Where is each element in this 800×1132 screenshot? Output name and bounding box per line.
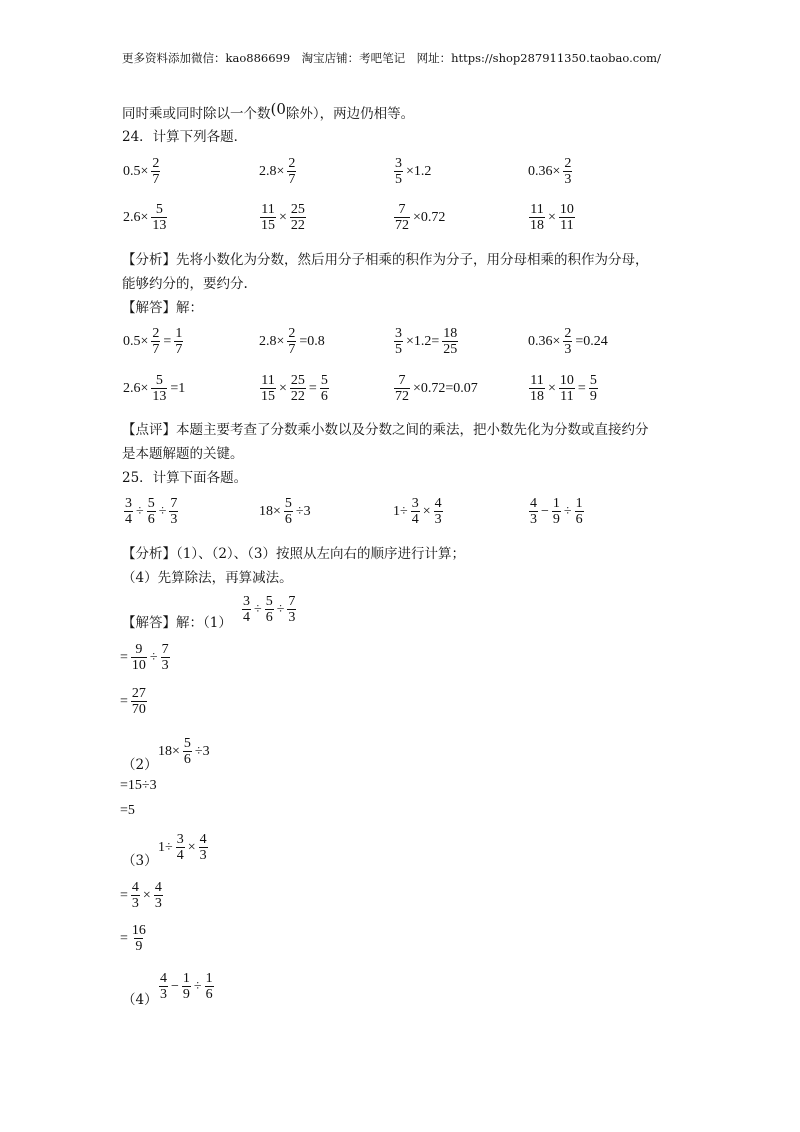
math-text: =0.24 bbox=[575, 333, 608, 349]
math-text: − bbox=[171, 978, 179, 994]
fraction bbox=[290, 373, 306, 404]
math-text: 18× bbox=[259, 503, 281, 519]
q25-problem-1 bbox=[122, 496, 180, 527]
math-text: 1÷ bbox=[393, 503, 408, 519]
fraction-denominator: 6 bbox=[575, 512, 583, 527]
math-text: 0.5× bbox=[123, 163, 149, 179]
fraction-denominator: 4 bbox=[176, 848, 184, 863]
fraction bbox=[394, 326, 403, 357]
fraction-denominator: 3 bbox=[564, 172, 572, 187]
math-text: 0.36× bbox=[528, 163, 561, 179]
fraction-denominator: 11 bbox=[560, 389, 574, 404]
continuation-text-b: 除外），两边仍相等。 bbox=[285, 106, 415, 122]
fraction bbox=[147, 496, 156, 527]
fraction bbox=[434, 496, 443, 527]
fraction-denominator: 9 bbox=[552, 512, 560, 527]
fraction bbox=[287, 594, 296, 625]
math-text: × bbox=[548, 380, 556, 396]
fraction-numerator: 5 bbox=[265, 594, 273, 609]
fraction bbox=[394, 373, 410, 404]
math-text: = bbox=[308, 380, 317, 396]
math-text: = bbox=[120, 693, 128, 709]
fraction-numerator: 3 bbox=[243, 594, 250, 609]
q25-answer-label: 【解答】解：（1） bbox=[122, 615, 232, 631]
fraction bbox=[575, 496, 584, 527]
q24-answer-7 bbox=[392, 373, 479, 404]
fraction-denominator: 5 bbox=[395, 342, 402, 357]
q24-comment-line-1: 【点评】本题主要考查了分数乘小数以及分数之间的乘法，把小数先化为分数或直接约分 bbox=[122, 422, 649, 438]
fraction bbox=[151, 373, 167, 404]
fraction bbox=[589, 373, 598, 404]
fraction bbox=[242, 594, 251, 625]
q25-problem-4 bbox=[527, 496, 586, 527]
fraction-numerator: 2 bbox=[152, 326, 160, 341]
fraction bbox=[205, 971, 214, 1002]
fraction-numerator: 3 bbox=[125, 496, 132, 511]
math-text: × bbox=[279, 380, 287, 396]
math-text: 2.6× bbox=[123, 380, 149, 396]
question-25-title: 25．计算下面各题。 bbox=[122, 470, 248, 486]
fraction-denominator: 6 bbox=[265, 610, 273, 625]
fraction bbox=[411, 496, 420, 527]
zero-exception: (0 bbox=[270, 100, 286, 118]
fraction-numerator: 7 bbox=[161, 642, 169, 657]
math-text: ÷3 bbox=[295, 503, 311, 519]
q24-problem-8 bbox=[527, 202, 577, 233]
fraction-denominator: 13 bbox=[152, 218, 167, 233]
q25-part2-step-1 bbox=[119, 778, 158, 794]
fraction-denominator: 3 bbox=[434, 512, 442, 527]
fraction-denominator: 3 bbox=[564, 342, 572, 357]
math-text: − bbox=[541, 503, 549, 519]
fraction-numerator: 11 bbox=[261, 202, 275, 217]
math-text: ÷ bbox=[193, 978, 202, 994]
fraction-numerator: 1 bbox=[575, 496, 583, 511]
fraction-denominator: 6 bbox=[147, 512, 155, 527]
math-text: = bbox=[163, 333, 172, 349]
fraction bbox=[287, 326, 296, 357]
fraction-numerator: 25 bbox=[290, 373, 305, 388]
fraction-numerator: 27 bbox=[131, 686, 146, 701]
fraction bbox=[442, 326, 458, 357]
fraction-numerator: 1 bbox=[182, 971, 190, 986]
fraction-numerator: 3 bbox=[395, 156, 402, 171]
continuation-line bbox=[122, 100, 415, 123]
q25-analysis-line-2: （4）先算除法，再算减法。 bbox=[122, 570, 293, 586]
fraction bbox=[563, 326, 572, 357]
fraction-denominator: 9 bbox=[182, 987, 190, 1002]
q24-problem-7 bbox=[392, 202, 446, 233]
fraction bbox=[131, 686, 147, 717]
fraction-numerator: 3 bbox=[176, 832, 184, 847]
math-text: ÷ bbox=[149, 649, 158, 665]
fraction-denominator: 3 bbox=[160, 987, 167, 1002]
fraction-numerator: 25 bbox=[290, 202, 305, 217]
fraction-numerator: 7 bbox=[170, 496, 178, 511]
math-text: 0.5× bbox=[123, 333, 149, 349]
math-text: 18× bbox=[158, 743, 180, 759]
math-text: ÷ bbox=[136, 503, 144, 519]
fraction bbox=[131, 923, 147, 954]
fraction-denominator: 22 bbox=[290, 389, 305, 404]
fraction-numerator: 11 bbox=[530, 373, 544, 388]
fraction-numerator: 7 bbox=[398, 202, 406, 217]
math-text: × bbox=[187, 839, 196, 855]
q24-answer-2 bbox=[258, 326, 326, 357]
q25-problem-2 bbox=[258, 496, 312, 527]
fraction bbox=[552, 496, 561, 527]
q25-part2-label: （2） bbox=[122, 757, 158, 773]
math-text: = bbox=[577, 380, 586, 396]
math-text: ÷ bbox=[563, 503, 572, 519]
fraction-numerator: 5 bbox=[155, 202, 163, 217]
fraction-numerator: 7 bbox=[398, 373, 406, 388]
fraction-denominator: 70 bbox=[131, 702, 146, 717]
q25-part1-step-1 bbox=[119, 642, 172, 673]
fraction-numerator: 10 bbox=[559, 202, 574, 217]
fraction-denominator: 6 bbox=[320, 389, 328, 404]
q24-analysis-line-1: 【分析】先将小数化为分数，然后用分子相乘的积作为分子，用分母相乘的积作为分母， bbox=[122, 252, 649, 268]
fraction-denominator: 9 bbox=[589, 389, 597, 404]
q24-answer-label: 【解答】解： bbox=[122, 300, 203, 316]
math-text: × bbox=[548, 209, 556, 225]
math-text: ×1.2 bbox=[406, 163, 432, 179]
fraction-denominator: 11 bbox=[560, 218, 574, 233]
fraction bbox=[131, 880, 140, 911]
fraction-denominator: 4 bbox=[243, 610, 250, 625]
fraction bbox=[154, 880, 163, 911]
fraction-numerator: 18 bbox=[443, 326, 458, 341]
continuation-text-a: 同时乘或同时除以一个数 bbox=[122, 106, 271, 122]
fraction bbox=[290, 202, 306, 233]
fraction-numerator: 4 bbox=[530, 496, 537, 511]
math-text: × bbox=[279, 209, 287, 225]
fraction-numerator: 5 bbox=[284, 496, 292, 511]
fraction bbox=[124, 496, 133, 527]
fraction-numerator: 4 bbox=[199, 832, 207, 847]
fraction-denominator: 3 bbox=[530, 512, 537, 527]
fraction bbox=[529, 373, 545, 404]
fraction-numerator: 9 bbox=[135, 642, 143, 657]
fraction-denominator: 4 bbox=[411, 512, 419, 527]
fraction-denominator: 7 bbox=[288, 172, 296, 187]
math-text: 1÷ bbox=[158, 839, 173, 855]
q24-problem-6 bbox=[258, 202, 308, 233]
fraction bbox=[169, 496, 178, 527]
fraction bbox=[559, 202, 575, 233]
q25-part3-expression bbox=[157, 832, 210, 863]
fraction-numerator: 4 bbox=[131, 880, 139, 895]
fraction-numerator: 2 bbox=[564, 156, 572, 171]
math-text: 0.36× bbox=[528, 333, 561, 349]
q25-part1-expression bbox=[240, 594, 298, 625]
fraction-numerator: 5 bbox=[147, 496, 155, 511]
q25-part4-expression bbox=[157, 971, 216, 1002]
fraction-denominator: 3 bbox=[131, 896, 139, 911]
fraction bbox=[260, 373, 276, 404]
fraction-denominator: 6 bbox=[205, 987, 213, 1002]
fraction bbox=[529, 202, 545, 233]
fraction bbox=[174, 326, 183, 357]
fraction-numerator: 2 bbox=[564, 326, 572, 341]
q25-part2-expression bbox=[157, 736, 211, 767]
fraction-denominator: 6 bbox=[183, 752, 191, 767]
fraction-numerator: 2 bbox=[152, 156, 160, 171]
fraction-numerator: 5 bbox=[155, 373, 163, 388]
fraction bbox=[151, 326, 160, 357]
fraction-numerator: 2 bbox=[288, 156, 296, 171]
q24-problem-3 bbox=[392, 156, 432, 187]
math-text: =1 bbox=[170, 380, 186, 396]
fraction-denominator: 3 bbox=[154, 896, 162, 911]
fraction-numerator: 10 bbox=[559, 373, 574, 388]
fraction bbox=[265, 594, 274, 625]
fraction-denominator: 9 bbox=[135, 939, 143, 954]
q24-answer-3 bbox=[392, 326, 460, 357]
fraction-numerator: 5 bbox=[183, 736, 191, 751]
fraction bbox=[199, 832, 208, 863]
fraction-denominator: 10 bbox=[131, 658, 146, 673]
fraction-denominator: 15 bbox=[261, 218, 275, 233]
fraction bbox=[183, 736, 192, 767]
fraction-denominator: 72 bbox=[395, 218, 409, 233]
math-text: ÷ bbox=[276, 601, 285, 617]
fraction bbox=[159, 971, 168, 1002]
fraction-numerator: 5 bbox=[320, 373, 328, 388]
page-header: 更多资料添加微信：kao886699 淘宝店铺：考吧笔记 网址：https://shop287911350.taobao.com/ bbox=[122, 51, 661, 65]
fraction-denominator: 25 bbox=[443, 342, 458, 357]
math-text: × bbox=[422, 503, 431, 519]
q24-problem-2 bbox=[258, 156, 298, 187]
fraction bbox=[394, 156, 403, 187]
q24-problem-1 bbox=[122, 156, 162, 187]
q24-answer-1 bbox=[122, 326, 185, 357]
fraction bbox=[320, 373, 329, 404]
q24-analysis-line-2: 能够约分的，要约分. bbox=[122, 276, 248, 292]
question-24-title: 24．计算下列各题． bbox=[122, 129, 248, 145]
q24-answer-4 bbox=[527, 326, 609, 357]
fraction-denominator: 22 bbox=[290, 218, 305, 233]
fraction bbox=[260, 202, 276, 233]
q24-problem-5 bbox=[122, 202, 169, 233]
math-text: 2.8× bbox=[259, 163, 285, 179]
fraction-denominator: 7 bbox=[175, 342, 183, 357]
fraction bbox=[394, 202, 410, 233]
q25-analysis-line-1: 【分析】（1）、（2）、（3）按照从左向右的顺序进行计算； bbox=[122, 546, 466, 562]
fraction-numerator: 4 bbox=[154, 880, 162, 895]
fraction-denominator: 5 bbox=[395, 172, 402, 187]
fraction bbox=[529, 496, 538, 527]
q24-comment-line-2: 是本题解题的关键。 bbox=[122, 446, 244, 462]
fraction-denominator: 3 bbox=[199, 848, 207, 863]
fraction-numerator: 1 bbox=[205, 971, 213, 986]
fraction-denominator: 18 bbox=[530, 389, 544, 404]
q24-answer-5 bbox=[122, 373, 186, 404]
fraction bbox=[563, 156, 572, 187]
fraction-denominator: 13 bbox=[152, 389, 167, 404]
fraction bbox=[287, 156, 296, 187]
fraction-numerator: 11 bbox=[530, 202, 544, 217]
fraction-denominator: 18 bbox=[530, 218, 544, 233]
fraction bbox=[151, 202, 167, 233]
math-text: ×0.72 bbox=[413, 209, 446, 225]
fraction-denominator: 7 bbox=[152, 342, 160, 357]
fraction-numerator: 7 bbox=[288, 594, 296, 609]
q25-part4-label: （4） bbox=[122, 992, 158, 1008]
fraction-denominator: 7 bbox=[152, 172, 160, 187]
fraction-numerator: 5 bbox=[589, 373, 597, 388]
math-text: ÷ bbox=[158, 503, 167, 519]
fraction-denominator: 4 bbox=[125, 512, 132, 527]
fraction bbox=[284, 496, 293, 527]
math-text: = bbox=[120, 887, 128, 903]
fraction-numerator: 4 bbox=[434, 496, 442, 511]
fraction-numerator: 2 bbox=[288, 326, 296, 341]
math-text: ×0.72=0.07 bbox=[413, 380, 478, 396]
math-text: × bbox=[142, 887, 151, 903]
fraction-numerator: 3 bbox=[395, 326, 402, 341]
math-text: 2.6× bbox=[123, 209, 149, 225]
fraction-numerator: 3 bbox=[411, 496, 419, 511]
q24-answer-8 bbox=[527, 373, 600, 404]
fraction-numerator: 1 bbox=[175, 326, 183, 341]
q25-part1-step-2 bbox=[119, 686, 149, 717]
fraction bbox=[161, 642, 170, 673]
math-text: ÷3 bbox=[194, 743, 210, 759]
math-text: =15÷3 bbox=[120, 778, 157, 793]
math-text: 2.8× bbox=[259, 333, 285, 349]
math-text: ÷ bbox=[254, 601, 262, 617]
fraction bbox=[131, 642, 147, 673]
fraction-numerator: 1 bbox=[552, 496, 560, 511]
q24-answer-6 bbox=[258, 373, 331, 404]
math-text: = bbox=[120, 649, 128, 665]
math-text: = bbox=[120, 930, 128, 946]
fraction-denominator: 3 bbox=[170, 512, 178, 527]
fraction-denominator: 72 bbox=[395, 389, 409, 404]
fraction-denominator: 15 bbox=[261, 389, 275, 404]
fraction-denominator: 6 bbox=[284, 512, 292, 527]
fraction-denominator: 7 bbox=[288, 342, 296, 357]
fraction-numerator: 16 bbox=[131, 923, 146, 938]
fraction bbox=[176, 832, 185, 863]
fraction-numerator: 11 bbox=[261, 373, 275, 388]
q25-part2-step-2 bbox=[119, 803, 136, 819]
q25-problem-3 bbox=[392, 496, 445, 527]
fraction-denominator: 3 bbox=[288, 610, 296, 625]
fraction-denominator: 3 bbox=[161, 658, 169, 673]
q25-part3-label: （3） bbox=[122, 853, 158, 869]
fraction bbox=[182, 971, 191, 1002]
math-text: ×1.2= bbox=[406, 333, 440, 349]
fraction bbox=[151, 156, 160, 187]
fraction-numerator: 4 bbox=[160, 971, 167, 986]
fraction bbox=[559, 373, 575, 404]
q24-problem-4 bbox=[527, 156, 574, 187]
q25-part3-step-2 bbox=[119, 923, 149, 954]
math-text: =5 bbox=[120, 803, 135, 818]
math-text: =0.8 bbox=[299, 333, 325, 349]
q25-part3-step-1 bbox=[119, 880, 165, 911]
